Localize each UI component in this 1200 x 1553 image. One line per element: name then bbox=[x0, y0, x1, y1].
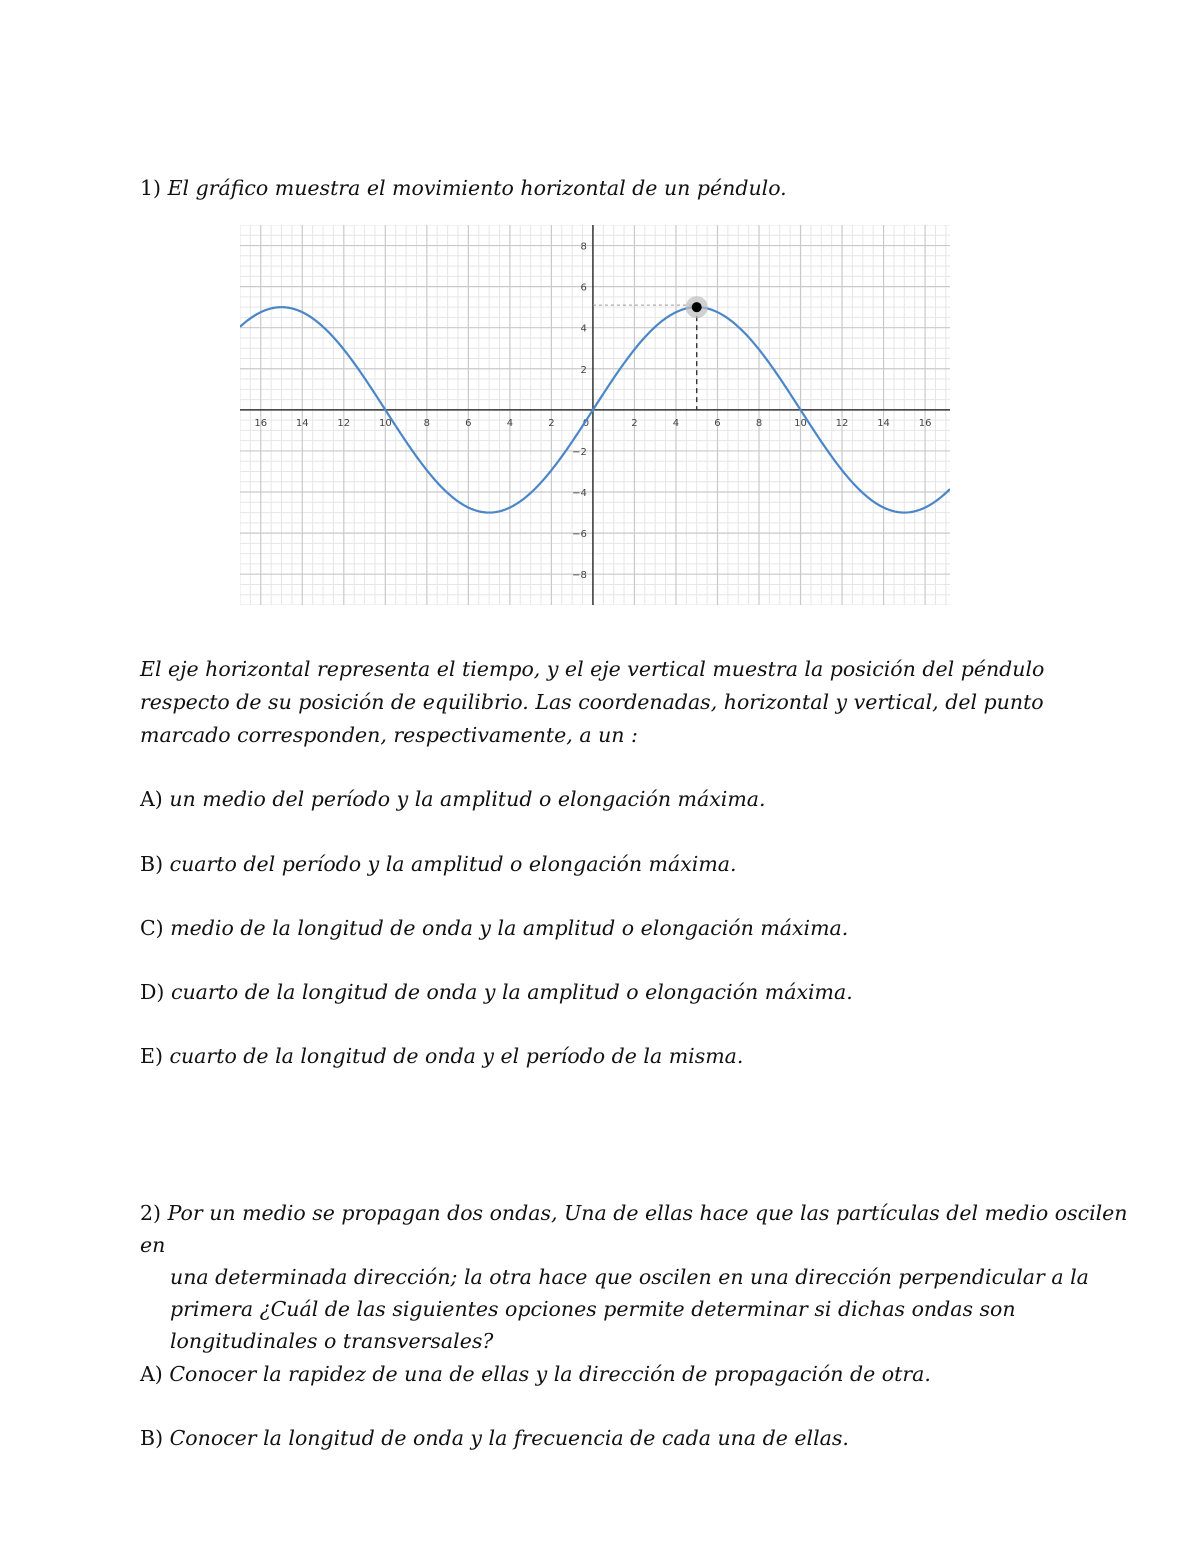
q1-option-d-text: cuarto de la longitud de onda y la amplitud o elongación máxima. bbox=[170, 980, 853, 1004]
q1-option-d bbox=[140, 980, 853, 1004]
grid-major bbox=[240, 225, 950, 605]
q2-option-b-text: Conocer la longitud de onda y la frecuencia de cada una de ellas. bbox=[169, 1426, 849, 1450]
question-1-body: El eje horizontal representa el tiempo, y el eje vertical muestra la posición del péndulo respecto de su posición de equilibrio. Las coordenadas, horizontal y vertical, del punto marcado corresponden, respectivamente, a un : bbox=[140, 657, 1045, 747]
q2-option-b-letter: B) bbox=[140, 1426, 164, 1450]
q1-option-e bbox=[140, 1044, 743, 1068]
q1-option-a-text: un medio del período y la amplitud o elongación máxima. bbox=[169, 787, 766, 811]
y-tick-label: −2 bbox=[572, 446, 587, 458]
x-tick-label: 6 bbox=[465, 417, 472, 429]
x-tick-label: 12 bbox=[337, 417, 351, 429]
x-tick-label: 10 bbox=[378, 417, 392, 429]
x-tick-label: 16 bbox=[254, 417, 268, 429]
point-dot bbox=[692, 302, 702, 312]
x-tick-label: 14 bbox=[877, 417, 890, 429]
q1-option-b-text: cuarto del período y la amplitud o elongación máxima. bbox=[169, 852, 737, 876]
q1-option-a-letter: A) bbox=[140, 787, 163, 811]
q1-option-e-letter: E) bbox=[140, 1044, 163, 1068]
q1-option-b-letter: B) bbox=[140, 852, 164, 876]
y-tick-label: 2 bbox=[580, 364, 587, 376]
x-tick-label: 14 bbox=[295, 417, 309, 429]
x-tick-label: 6 bbox=[714, 417, 721, 429]
question-1-title bbox=[140, 176, 787, 200]
question-2-first-line: Por un medio se propagan dos ondas, Una de ellas hace que las partículas del medio oscilen en bbox=[140, 1201, 1128, 1257]
x-tick-label: 2 bbox=[548, 417, 555, 429]
question-2-number: 2) bbox=[140, 1201, 162, 1225]
x-tick-label: 8 bbox=[423, 417, 431, 429]
pendulum-graph bbox=[240, 225, 950, 605]
q1-option-c bbox=[140, 916, 848, 940]
y-tick-label: 4 bbox=[580, 323, 587, 335]
q1-option-c-letter: C) bbox=[140, 916, 164, 940]
q2-option-a-text: Conocer la rapidez de una de ellas y la dirección de propagación de otra. bbox=[169, 1362, 931, 1386]
x-tick-label: 4 bbox=[506, 417, 514, 429]
grid-minor bbox=[240, 225, 950, 605]
x-tick-label: 10 bbox=[794, 417, 807, 429]
y-tick-label: −8 bbox=[572, 570, 587, 582]
x-tick-label: 8 bbox=[755, 417, 763, 429]
x-tick-label: 0 bbox=[582, 417, 590, 429]
q1-option-b bbox=[140, 852, 737, 876]
question-1-title-text: El gráfico muestra el movimiento horizontal de un péndulo. bbox=[167, 176, 787, 200]
q1-option-a bbox=[140, 787, 766, 811]
axes bbox=[240, 225, 950, 605]
question-2-body bbox=[140, 1197, 1150, 1357]
x-tick-label: 12 bbox=[835, 417, 849, 429]
marked-point bbox=[686, 296, 708, 318]
y-tick-label: 6 bbox=[580, 282, 587, 294]
x-tick-label: 4 bbox=[672, 417, 680, 429]
q1-option-c-text: medio de la longitud de onda y la amplitud o elongación máxima. bbox=[170, 916, 849, 940]
q2-option-b bbox=[140, 1426, 849, 1450]
q1-option-e-text: cuarto de la longitud de onda y el período de la misma. bbox=[169, 1044, 744, 1068]
q1-option-d-letter: D) bbox=[140, 980, 165, 1004]
x-tick-label: 2 bbox=[631, 417, 638, 429]
question-1-number: 1) bbox=[140, 176, 162, 200]
y-tick-label: −6 bbox=[572, 529, 587, 541]
question-2-rest: una determinada dirección; la otra hace que oscilen en una dirección perpendicular a la primera ¿Cuál de las siguientes opciones permite determinar si dichas ondas son longitudinales o transversales? bbox=[170, 1265, 1089, 1353]
y-tick-label: 8 bbox=[580, 241, 587, 253]
q2-option-a-letter: A) bbox=[140, 1362, 163, 1386]
q2-option-a bbox=[140, 1362, 931, 1386]
x-tick-label: 16 bbox=[918, 417, 932, 429]
y-tick-label: −4 bbox=[572, 488, 587, 500]
